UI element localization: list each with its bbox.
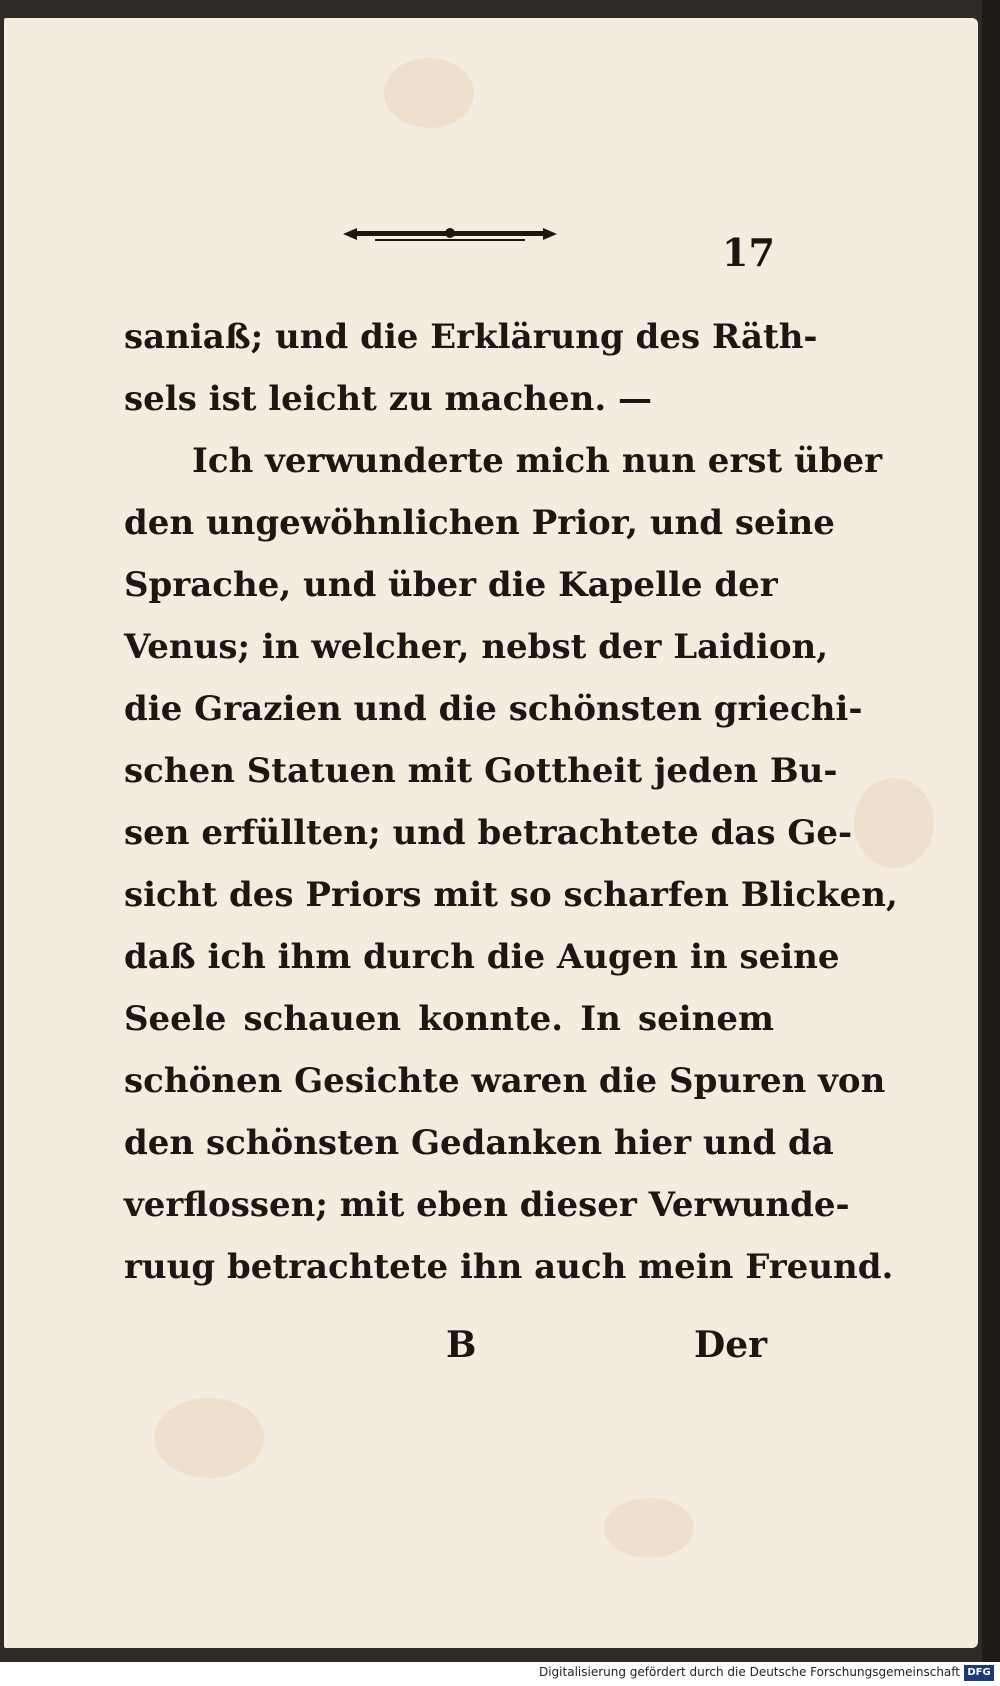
text-line: sicht des Priors mit so scharfen Blicken,: [124, 875, 898, 915]
text-line: saniaß; und die Erklärung des Räth-: [124, 317, 818, 357]
text-line: den ungewöhnlichen Prior, und seine: [124, 503, 835, 543]
book-page: [4, 18, 978, 1648]
text-line: sen erfüllten; und betrachtete das Ge-: [124, 813, 853, 853]
text-line: Seele schauen konnte. In seinem: [124, 999, 774, 1039]
text-line: Ich verwunderte mich nun erst über: [192, 441, 883, 481]
text-line: verflossen; mit eben dieser Verwunde-: [124, 1185, 850, 1225]
text-line: schönen Gesichte waren die Spuren von: [124, 1061, 886, 1101]
book-spine-edge: [982, 0, 1000, 1686]
header-ornament: [339, 220, 561, 248]
paper-stain: [384, 58, 474, 128]
text-line: die Grazien und die schönsten griechi-: [124, 689, 863, 729]
text-line: daß ich ihm durch die Augen in seine: [124, 937, 840, 977]
text-line: Venus; in welcher, nebst der Laidion,: [124, 627, 829, 667]
text-line: sels ist leicht zu machen. —: [124, 379, 653, 419]
text-line: Sprache, und über die Kapelle der: [124, 565, 778, 605]
paper-stain: [854, 778, 934, 868]
digitization-credit: Digitalisierung gefördert durch die Deutsche Forschungsgemeinschaft: [538, 1665, 960, 1679]
paper-stain: [604, 1498, 694, 1558]
text-line: den schönsten Gedanken hier und da: [124, 1123, 834, 1163]
paper-stain: [154, 1398, 264, 1478]
text-line: schen Statuen mit Gottheit jeden Bu-: [124, 751, 838, 791]
body-text: [124, 306, 898, 1298]
dfg-logo-icon: DFG: [964, 1665, 994, 1681]
signature-mark: B: [446, 1324, 477, 1366]
page-number: 17: [722, 230, 775, 275]
catchword: Der: [694, 1324, 768, 1366]
text-line: ruug betrachtete ihn auch mein Freund.: [124, 1247, 894, 1287]
